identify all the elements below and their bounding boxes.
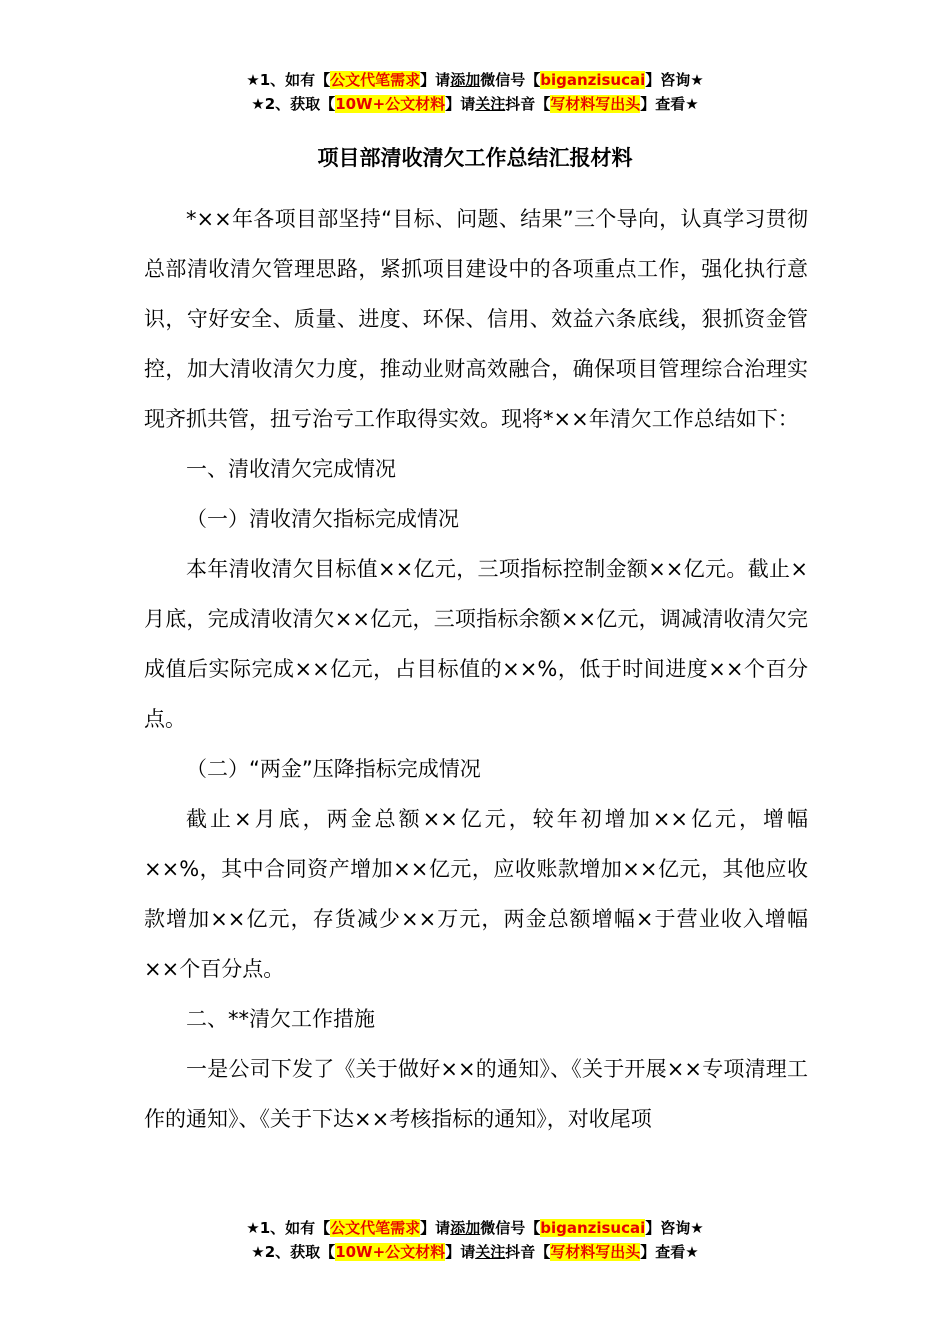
section-heading: 二、**清欠工作措施 [186, 1007, 375, 1031]
banner-text: ★1、如有【 [246, 1219, 331, 1237]
paragraph: 本年清收清欠目标值××亿元，三项指标控制金额××亿元。截止×月底，完成清收清欠××亿元，三项指标余额××亿元，调减清收清欠完成值后实际完成××亿元，占目标值的××%，低于时间进度××个百分点。 [144, 557, 808, 731]
footer-banner [0, 1216, 950, 1264]
banner-text: ★1、如有【 [246, 71, 331, 89]
banner-text: 微信号【 [480, 1219, 541, 1237]
banner-line-1 [0, 68, 950, 92]
banner-highlight: 写材料写出头 [550, 95, 641, 113]
banner-text: 】请 [445, 95, 476, 113]
banner-text: 】请 [420, 71, 451, 89]
banner-text: 】查看★ [640, 95, 699, 113]
banner-underline: 关注 [475, 1243, 506, 1261]
banner-highlight: 10W+公文材料 [335, 1243, 446, 1261]
banner-underline: 添加 [450, 71, 481, 89]
banner-text: 】请 [445, 1243, 476, 1261]
banner-highlight: 10W+公文材料 [335, 95, 446, 113]
banner-text: ★2、获取【 [251, 95, 336, 113]
banner-text: ★2、获取【 [251, 1243, 336, 1261]
banner-text: 】咨询★ [645, 1219, 704, 1237]
banner-text: 微信号【 [480, 71, 541, 89]
banner-highlight: biganzisucai [540, 1219, 646, 1237]
banner-text: 】咨询★ [645, 71, 704, 89]
banner-line-1 [0, 1216, 950, 1240]
banner-line-2 [0, 1240, 950, 1264]
banner-text: 】查看★ [640, 1243, 699, 1261]
paragraph-intro: *××年各项目部坚持“目标、问题、结果”三个导向，认真学习贯彻总部清收清欠管理思路，紧抓项目建设中的各项重点工作，强化执行意识，守好安全、质量、进度、环保、信用、效益六条底线，狠抓资金管控，加大清收清欠力度，推动业财高效融合，确保项目管理综合治理实现齐抓共管，扭亏治亏工作取得实效。现将*××年清欠工作总结如下： [144, 207, 808, 431]
section-heading: 一、清收清欠完成情况 [186, 457, 396, 481]
banner-underline: 添加 [450, 1219, 481, 1237]
banner-text: 抖音【 [505, 1243, 551, 1261]
banner-highlight: biganzisucai [540, 71, 646, 89]
paragraph: 截止×月底，两金总额××亿元，较年初增加××亿元，增幅××%，其中合同资产增加××亿元，应收账款增加××亿元，其他应收款增加××亿元，存货减少××万元，两金总额增幅×于营业收入增幅××个百分点。 [144, 807, 808, 981]
document-body [144, 194, 808, 1144]
banner-underline: 关注 [475, 95, 506, 113]
subsection-heading: （二）“两金”压降指标完成情况 [186, 757, 481, 781]
banner-text: 抖音【 [505, 95, 551, 113]
banner-highlight: 写材料写出头 [550, 1243, 641, 1261]
banner-highlight: 公文代笔需求 [330, 71, 421, 89]
document-title: 项目部清收清欠工作总结汇报材料 [317, 146, 633, 170]
header-banner [0, 68, 950, 116]
banner-text: 】请 [420, 1219, 451, 1237]
banner-highlight: 公文代笔需求 [330, 1219, 421, 1237]
paragraph: 一是公司下发了《关于做好××的通知》、《关于开展××专项清理工作的通知》、《关于下达××考核指标的通知》，对收尾项 [144, 1057, 808, 1131]
subsection-heading: （一）清收清欠指标完成情况 [186, 507, 459, 531]
banner-line-2 [0, 92, 950, 116]
